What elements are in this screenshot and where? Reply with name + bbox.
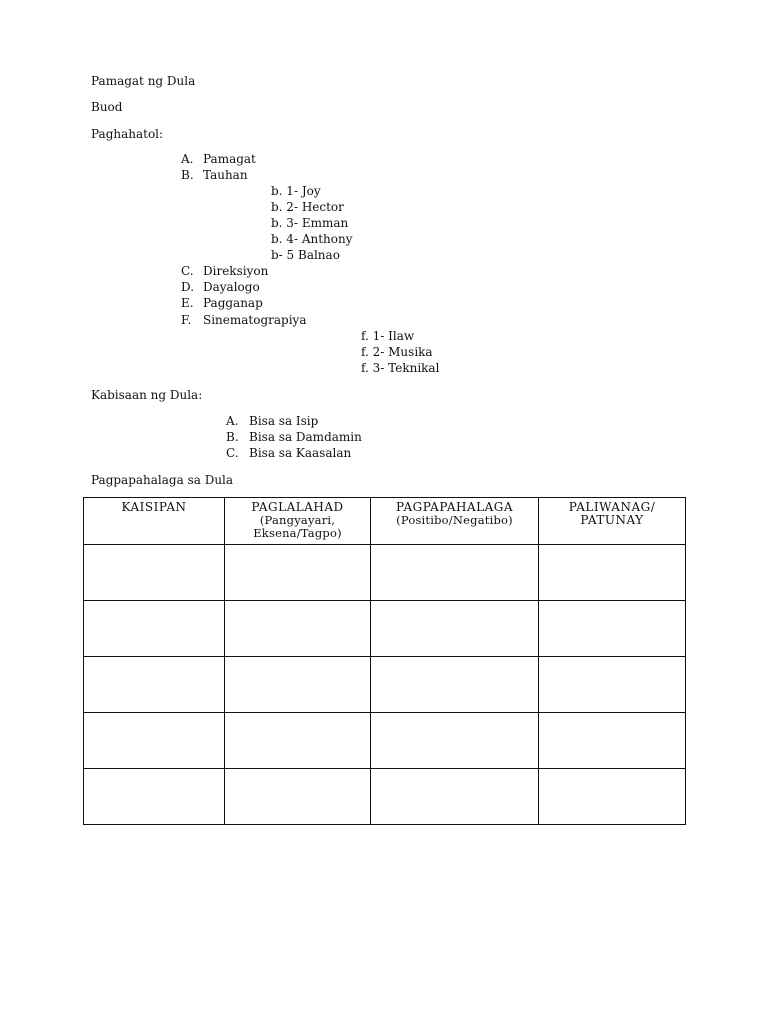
effect-item (226, 430, 362, 444)
col-header-main: PALIWANAG/ PATUNAY (568, 500, 656, 527)
heading-pagpapahalaga: Pagpapahalaga sa Dula (91, 473, 234, 487)
col-header-paliwanag (539, 498, 686, 545)
criteria-marker: F. (181, 313, 192, 327)
effect-marker: A. (226, 414, 239, 428)
heading-kabisaan: Kabisaan ng Dula: (91, 388, 203, 402)
table-cell[interactable] (539, 545, 686, 601)
criteria-marker: D. (181, 280, 195, 294)
character-item: b. 2- Hector (271, 200, 344, 214)
criteria-marker: E. (181, 296, 194, 310)
table-cell[interactable] (371, 713, 539, 769)
criteria-label: Direksiyon (203, 264, 269, 278)
criteria-item (181, 264, 268, 278)
effect-label: Bisa sa Isip (249, 414, 319, 428)
table-row (84, 769, 686, 825)
table-cell[interactable] (84, 657, 225, 713)
cinematography-item: f. 1- Ilaw (361, 329, 415, 343)
character-item: b. 4- Anthony (271, 232, 353, 246)
effect-item (226, 414, 318, 428)
col-header-main: PAGLALAHAD (251, 500, 344, 514)
effect-marker: B. (226, 430, 239, 444)
cinematography-item: f. 2- Musika (361, 345, 433, 359)
table-cell[interactable] (539, 657, 686, 713)
table-cell[interactable] (84, 713, 225, 769)
table-cell[interactable] (84, 601, 225, 657)
cinematography-item: f. 3- Teknikal (361, 361, 440, 375)
criteria-marker: B. (181, 168, 194, 182)
criteria-item (181, 313, 307, 327)
criteria-label: Dayalogo (203, 280, 260, 294)
criteria-marker: C. (181, 264, 194, 278)
col-header-paglalahad (225, 498, 371, 545)
table-cell[interactable] (371, 657, 539, 713)
table-cell[interactable] (225, 713, 371, 769)
table-cell[interactable] (225, 545, 371, 601)
criteria-label: Pagganap (203, 296, 263, 310)
effect-label: Bisa sa Damdamin (249, 430, 362, 444)
criteria-label: Tauhan (203, 168, 248, 182)
criteria-marker: A. (181, 152, 194, 166)
evaluation-table (83, 497, 686, 825)
criteria-label: Pamagat (203, 152, 256, 166)
heading-title: Pamagat ng Dula (91, 74, 196, 88)
table-row (84, 657, 686, 713)
col-header-sub: (Positibo/Negatibo) (396, 513, 513, 527)
table-cell[interactable] (539, 601, 686, 657)
criteria-item (181, 280, 260, 294)
character-item: b- 5 Balnao (271, 248, 340, 262)
table-cell[interactable] (84, 769, 225, 825)
criteria-item (181, 168, 248, 182)
table-cell[interactable] (225, 601, 371, 657)
criteria-item (181, 152, 256, 166)
table-cell[interactable] (225, 769, 371, 825)
table-cell[interactable] (539, 769, 686, 825)
table-cell[interactable] (225, 657, 371, 713)
col-header-sub: (Pangyayari, Eksena/Tagpo) (253, 513, 342, 540)
col-header-main: PAGPAPAHALAGA (395, 500, 514, 514)
table-row (84, 713, 686, 769)
col-header-main: KAISIPAN (121, 500, 187, 514)
effect-item (226, 446, 351, 460)
col-header-pagpapahalaga (371, 498, 539, 545)
criteria-label: Sinematograpiya (203, 313, 307, 327)
heading-buod: Buod (91, 100, 123, 114)
effect-label: Bisa sa Kaasalan (249, 446, 352, 460)
table-row (84, 545, 686, 601)
heading-paghahatol: Paghahatol: (91, 127, 164, 141)
table-row (84, 601, 686, 657)
col-header-kaisipan (84, 498, 225, 545)
character-item: b. 3- Emman (271, 216, 349, 230)
table-header-row (84, 498, 686, 545)
table-cell[interactable] (371, 545, 539, 601)
effect-marker: C. (226, 446, 239, 460)
criteria-item (181, 296, 263, 310)
table-cell[interactable] (84, 545, 225, 601)
character-item: b. 1- Joy (271, 184, 321, 198)
table-cell[interactable] (371, 769, 539, 825)
table-cell[interactable] (371, 601, 539, 657)
table-cell[interactable] (539, 713, 686, 769)
